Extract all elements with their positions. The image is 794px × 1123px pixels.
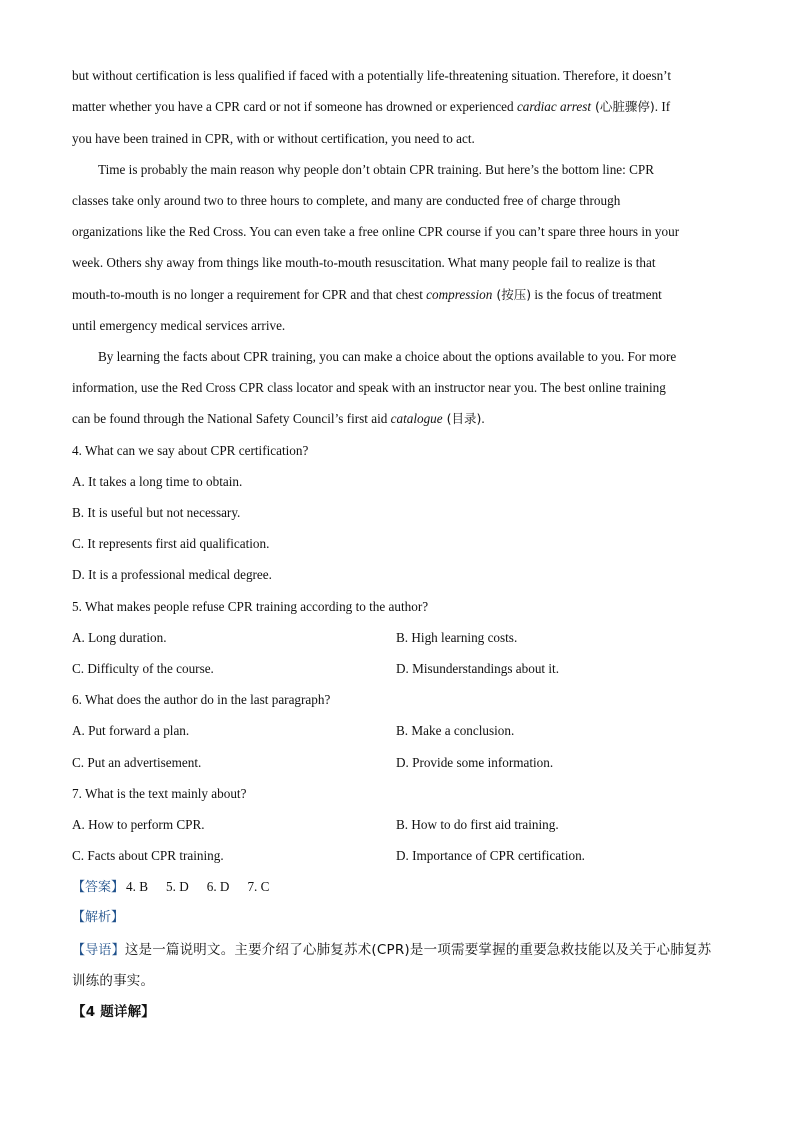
gloss: (按压) <box>492 287 532 302</box>
option-c: C. Put an advertisement. <box>72 755 202 770</box>
guide-line: 训练的事实。 <box>72 973 155 989</box>
passage-line: week. Others shy away from things like mouth-to-mouth resuscitation. What many people fail to realize is that <box>72 255 656 270</box>
passage-line: mouth-to-mouth is no longer a requirement for CPR and that chest compression (按压) is the focus of treatment <box>72 287 662 302</box>
answer-item: 6. D <box>206 879 230 894</box>
option-b: B. Make a conclusion. <box>396 723 515 738</box>
answer-item: 7. C <box>247 879 270 894</box>
question-stem: 5. What makes people refuse CPR training according to the author? <box>72 599 429 614</box>
term-compression: compression <box>426 287 493 302</box>
option-d: D. Importance of CPR certification. <box>396 848 585 863</box>
analysis-label: 【解析】 <box>72 910 125 925</box>
passage-line: classes take only around two to three hours to complete, and many are conducted free of charge through <box>72 193 621 208</box>
guide-line: 【导语】这是一篇说明文。主要介绍了心肺复苏术(CPR)是一项需要掌握的重要急救技能以及关于心肺复苏 <box>72 942 712 958</box>
option-d: D. It is a professional medical degree. <box>72 567 272 582</box>
answer-item: 4. B <box>126 879 148 894</box>
option-a: A. How to perform CPR. <box>72 817 205 832</box>
question-stem: 7. What is the text mainly about? <box>72 786 247 801</box>
question-stem: 4. What can we say about CPR certification? <box>72 443 309 458</box>
option-c: C. Facts about CPR training. <box>72 848 224 863</box>
option-c: C. It represents first aid qualification. <box>72 536 270 551</box>
gloss: (心脏骤停) <box>591 99 655 114</box>
passage-line: but without certification is less qualified if faced with a potentially life-threatening situation. Therefore, it doesn’t <box>72 68 672 83</box>
answer-label: 【答案】 <box>72 880 125 895</box>
option-d: D. Misunderstandings about it. <box>396 661 560 676</box>
option-a: A. Put forward a plan. <box>72 723 190 738</box>
question-stem: 6. What does the author do in the last paragraph? <box>72 692 331 707</box>
answer-line <box>72 879 287 896</box>
option-a: A. It takes a long time to obtain. <box>72 474 243 489</box>
option-a: A. Long duration. <box>72 630 167 645</box>
passage-line: By learning the facts about CPR training, you can make a choice about the options available to you. For more <box>98 349 677 364</box>
passage-line: can be found through the National Safety Council’s first aid catalogue (目录). <box>72 411 485 426</box>
answer-item: 5. D <box>166 879 189 894</box>
passage-line: information, use the Red Cross CPR class locator and speak with an instructor near you. The best online training <box>72 380 666 395</box>
passage-line: organizations like the Red Cross. You can even take a free online CPR course if you can’t spare three hours in your <box>72 224 680 239</box>
guide-label: 【导语】 <box>72 943 125 958</box>
option-b: B. How to do first aid training. <box>396 817 559 832</box>
term-catalogue: catalogue <box>390 411 443 426</box>
detail-label: 【4 题详解】 <box>72 1004 155 1020</box>
option-c: C. Difficulty of the course. <box>72 661 214 676</box>
term-cardiac-arrest: cardiac arrest <box>516 99 592 114</box>
option-d: D. Provide some information. <box>396 755 554 770</box>
passage-line: you have been trained in CPR, with or without certification, you need to act. <box>72 131 475 146</box>
passage-line: until emergency medical services arrive. <box>72 318 286 333</box>
option-b: B. High learning costs. <box>396 630 518 645</box>
gloss: (目录) <box>442 411 482 426</box>
passage-line: matter whether you have a CPR card or not if someone has drowned or experienced cardiac arrest (心脏骤停). If <box>72 99 671 114</box>
passage-line: Time is probably the main reason why people don’t obtain CPR training. But here’s the bottom line: CPR <box>98 162 655 177</box>
option-b: B. It is useful but not necessary. <box>72 505 241 520</box>
